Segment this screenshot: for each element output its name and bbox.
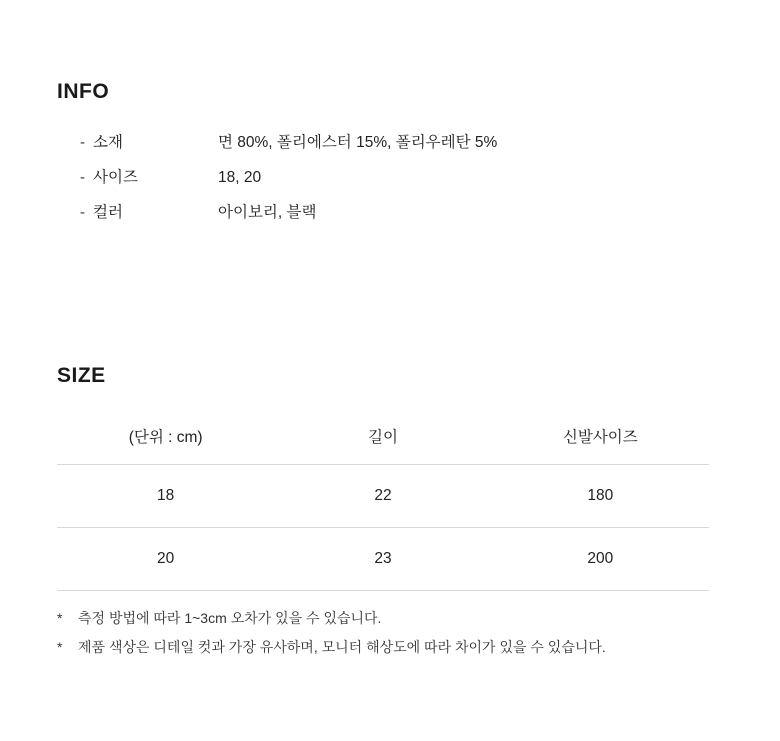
table-row <box>57 528 709 591</box>
info-section <box>57 80 723 235</box>
size-table <box>57 416 709 591</box>
note-text: 제품 색상은 디테일 컷과 가장 유사하며, 모니터 해상도에 따라 차이가 있을 수 있습니다. <box>78 638 606 655</box>
info-label-material: 소재 <box>93 134 123 151</box>
note-line <box>57 608 709 630</box>
note-line <box>57 637 709 659</box>
cell-size: 20 <box>157 550 175 567</box>
info-label-size: 사이즈 <box>93 169 138 186</box>
size-table-body <box>57 465 709 591</box>
table-header-row <box>57 416 709 465</box>
size-notes <box>57 608 709 658</box>
note-text: 측정 방법에 따라 1~3cm 오차가 있을 수 있습니다. <box>78 610 382 626</box>
bullet-dash-icon: - <box>80 204 85 221</box>
column-header-length: 길이 <box>368 429 398 446</box>
info-value-material: 면 80%, 폴리에스터 15%, 폴리우레탄 5% <box>218 134 498 151</box>
cell-length: 23 <box>374 550 392 567</box>
info-list <box>57 130 723 222</box>
info-label-color: 컬러 <box>93 204 123 221</box>
asterisk-icon: * <box>57 610 63 626</box>
info-row <box>57 200 723 222</box>
info-row <box>57 130 723 152</box>
size-table-head <box>57 416 709 465</box>
table-row <box>57 465 709 528</box>
cell-length: 22 <box>374 487 392 504</box>
cell-shoe-size: 180 <box>587 487 614 504</box>
info-section-title: INFO <box>57 80 110 103</box>
cell-size: 18 <box>157 487 175 504</box>
info-row <box>57 165 723 187</box>
asterisk-icon: * <box>57 638 63 655</box>
size-section <box>57 364 709 665</box>
size-section-title: SIZE <box>57 364 106 387</box>
bullet-dash-icon: - <box>80 134 85 151</box>
column-header-unit: (단위 : cm) <box>128 429 203 446</box>
info-value-color: 아이보리, 블랙 <box>218 204 317 221</box>
bullet-dash-icon: - <box>80 169 85 186</box>
column-header-shoe-size: 신발사이즈 <box>562 429 638 446</box>
info-value-size: 18, 20 <box>218 169 262 186</box>
cell-shoe-size: 200 <box>587 550 614 567</box>
